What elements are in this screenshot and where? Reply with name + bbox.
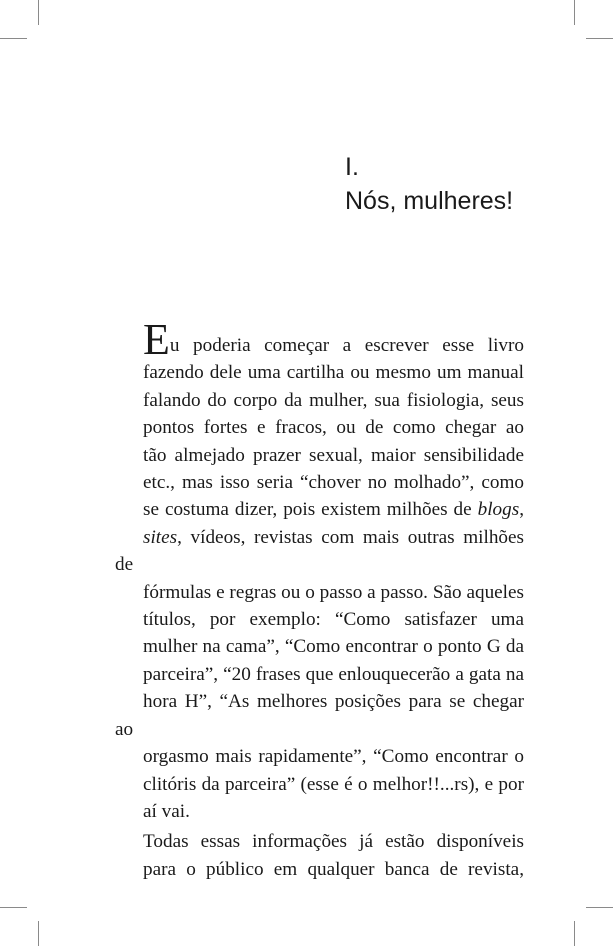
- chapter-heading: [345, 150, 513, 218]
- body-text: [115, 315, 524, 883]
- text-line: Eu poderia começar a escrever esse livro: [143, 315, 524, 364]
- crop-mark: [574, 0, 575, 25]
- text-line: títulos, por exemplo: “Como satisfazer uma: [143, 609, 524, 631]
- text-line: etc., mas isso seria “chover no molhado”, como: [143, 472, 524, 494]
- text-line: aí vai.: [143, 800, 190, 822]
- text-line: fazendo dele uma cartilha ou mesmo um manual: [143, 362, 524, 384]
- crop-mark: [586, 38, 613, 39]
- text-line: fórmulas e regras ou o passo a passo. São aqueles: [143, 581, 524, 603]
- drop-cap: E: [143, 315, 170, 364]
- crop-mark: [38, 921, 39, 946]
- text-line: para o público em qualquer banca de revista,: [143, 858, 524, 880]
- text-line: tão almejado prazer sexual, maior sensibilidade: [143, 444, 524, 466]
- crop-mark: [0, 907, 27, 908]
- text-line: parceira”, “20 frases que enlouquecerão a gata na: [143, 663, 524, 685]
- crop-mark: [586, 907, 613, 908]
- crop-mark: [574, 921, 575, 946]
- text-line: clitóris da parceira” (esse é o melhor!!...rs), e por: [143, 773, 524, 795]
- crop-mark: [38, 0, 39, 25]
- text-line: mulher na cama”, “Como encontrar o ponto G da: [143, 636, 524, 658]
- text-line: falando do corpo da mulher, sua fisiologia, seus: [143, 389, 524, 411]
- paragraph: [115, 315, 524, 825]
- crop-mark: [0, 38, 27, 39]
- text-line: hora H”, “As melhores posições para se chegar ao: [115, 691, 524, 740]
- paragraph: [115, 828, 524, 883]
- text-line: pontos fortes e fracos, ou de como chegar ao: [143, 417, 524, 439]
- text-line: Todas essas informações já estão disponíveis: [143, 831, 524, 853]
- text-line: sites, vídeos, revistas com mais outras milhões de: [115, 526, 524, 576]
- chapter-number: I.: [345, 153, 359, 181]
- text-line: se costuma dizer, pois existem milhões de blogs,: [143, 499, 524, 521]
- chapter-title: Nós, mulheres!: [345, 187, 514, 215]
- italic-word: sites: [143, 526, 178, 548]
- italic-word: blogs: [477, 499, 520, 521]
- text-line: orgasmo mais rapidamente”, “Como encontrar o: [143, 746, 524, 768]
